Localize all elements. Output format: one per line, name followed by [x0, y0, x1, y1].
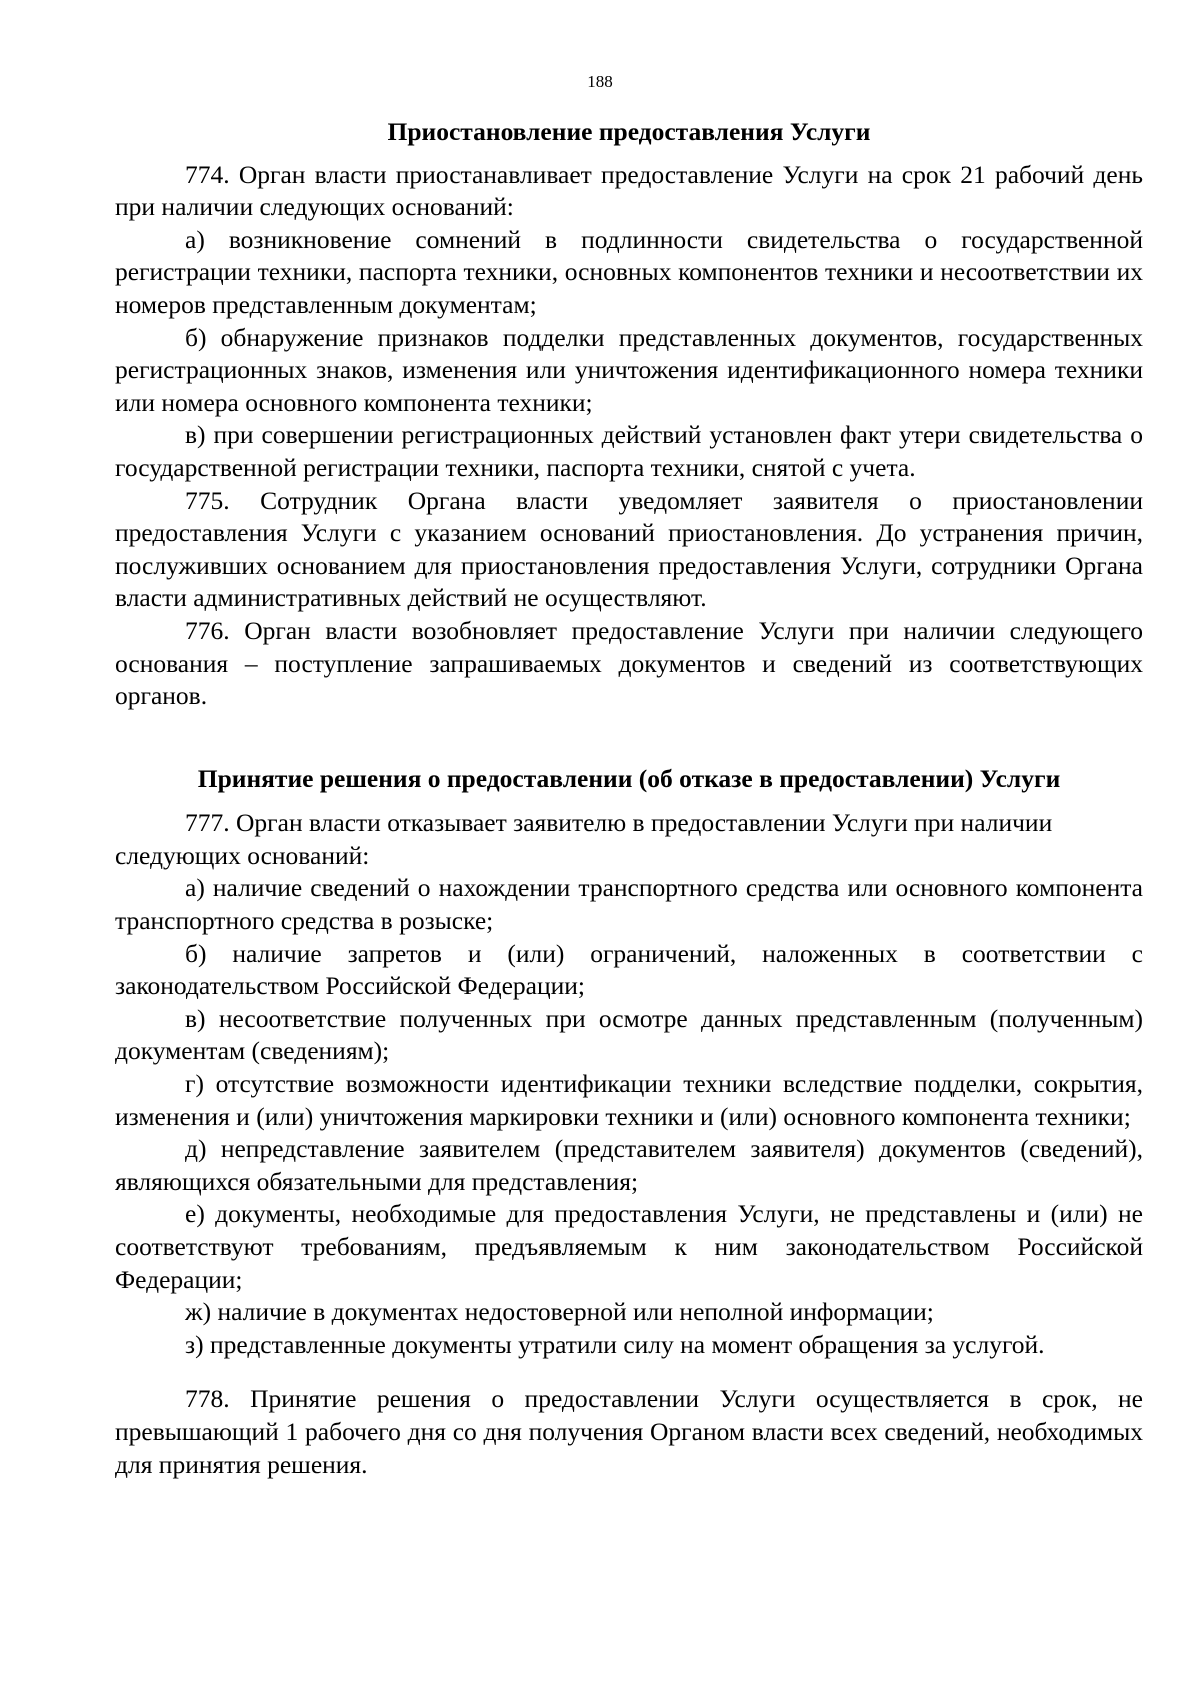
section-heading-decision: Принятие решения о предоставлении (об отказе в предоставлении) Услуги [197, 763, 1061, 793]
document-body [115, 116, 1143, 1481]
paragraph-776: 776. Орган власти возобновляет предоставление Услуги при наличии следующего основания – поступление запрашиваемых документов и сведений из соответствующих органов. [115, 615, 1143, 711]
paragraph-774-a: а) возникновение сомнений в подлинности свидетельства о государственной регистрации техники, паспорта техники, основных компонентов техники и несоответствии их номеров представленным документам; [115, 224, 1143, 319]
paragraph-777-g: г) отсутствие возможности идентификации техники вследствие подделки, сокрытия, изменения и (или) уничтожения маркировки техники и (или) основного компонента техники; [115, 1069, 1143, 1131]
paragraph-777: 777. Орган власти отказывает заявителю в предоставлении Услуги при наличии следующих оснований: [115, 808, 1053, 870]
paragraph-777-e: е) документы, необходимые для предоставления Услуги, не представлены и (или) не соответствуют требованиям, предъявляемым к ним законодательством Российской Федерации; [115, 1199, 1143, 1294]
page-number: 188 [587, 72, 613, 91]
section-heading-suspension: Приостановление предоставления Услуги [387, 117, 871, 146]
paragraph-778: 778. Принятие решения о предоставлении Услуги осуществляется в срок, не превышающий 1 рабочего дня со дня получения Органом власти всех сведений, необходимых для принятия решения. [115, 1384, 1143, 1479]
paragraph-777-z: з) представленные документы утратили силу на момент обращения за услугой. [185, 1329, 1045, 1359]
paragraph-777-a: а) наличие сведений о нахождении транспортного средства или основного компонента транспортного средства в розыске; [115, 873, 1143, 936]
paragraph-777-zh: ж) наличие в документах недостоверной или неполной информации; [185, 1297, 934, 1327]
paragraph-777-d: д) непредставление заявителем (представителем заявителя) документов (сведений), являющихся обязательными для представления; [115, 1134, 1143, 1196]
paragraph-777-v: в) несоответствие полученных при осмотре данных представленным (полученным) документам (сведениям); [115, 1003, 1143, 1066]
paragraph-774: 774. Орган власти приостанавливает предоставление Услуги на срок 21 рабочий день при наличии следующих оснований: [115, 159, 1143, 222]
paragraph-777-b: б) наличие запретов и (или) ограничений, наложенных в соответствии с законодательством Российской Федерации; [115, 938, 1143, 1001]
paragraph-774-b: б) обнаружение признаков подделки представленных документов, государственных регистрационных знаков, изменения или уничтожения идентификационного номера техники или номера основного компонента техники; [115, 322, 1143, 417]
paragraph-774-v: в) при совершении регистрационных действий установлен факт утери свидетельства о государственной регистрации техники, паспорта техники, снятой с учета. [115, 420, 1143, 482]
paragraph-775: 775. Сотрудник Органа власти уведомляет заявителя о приостановлении предоставления Услуги с указанием оснований приостановления. До устранения причин, послуживших основанием для приостановления предоставления Услуги, сотрудники Органа власти административных действий не осуществляют. [115, 485, 1143, 613]
